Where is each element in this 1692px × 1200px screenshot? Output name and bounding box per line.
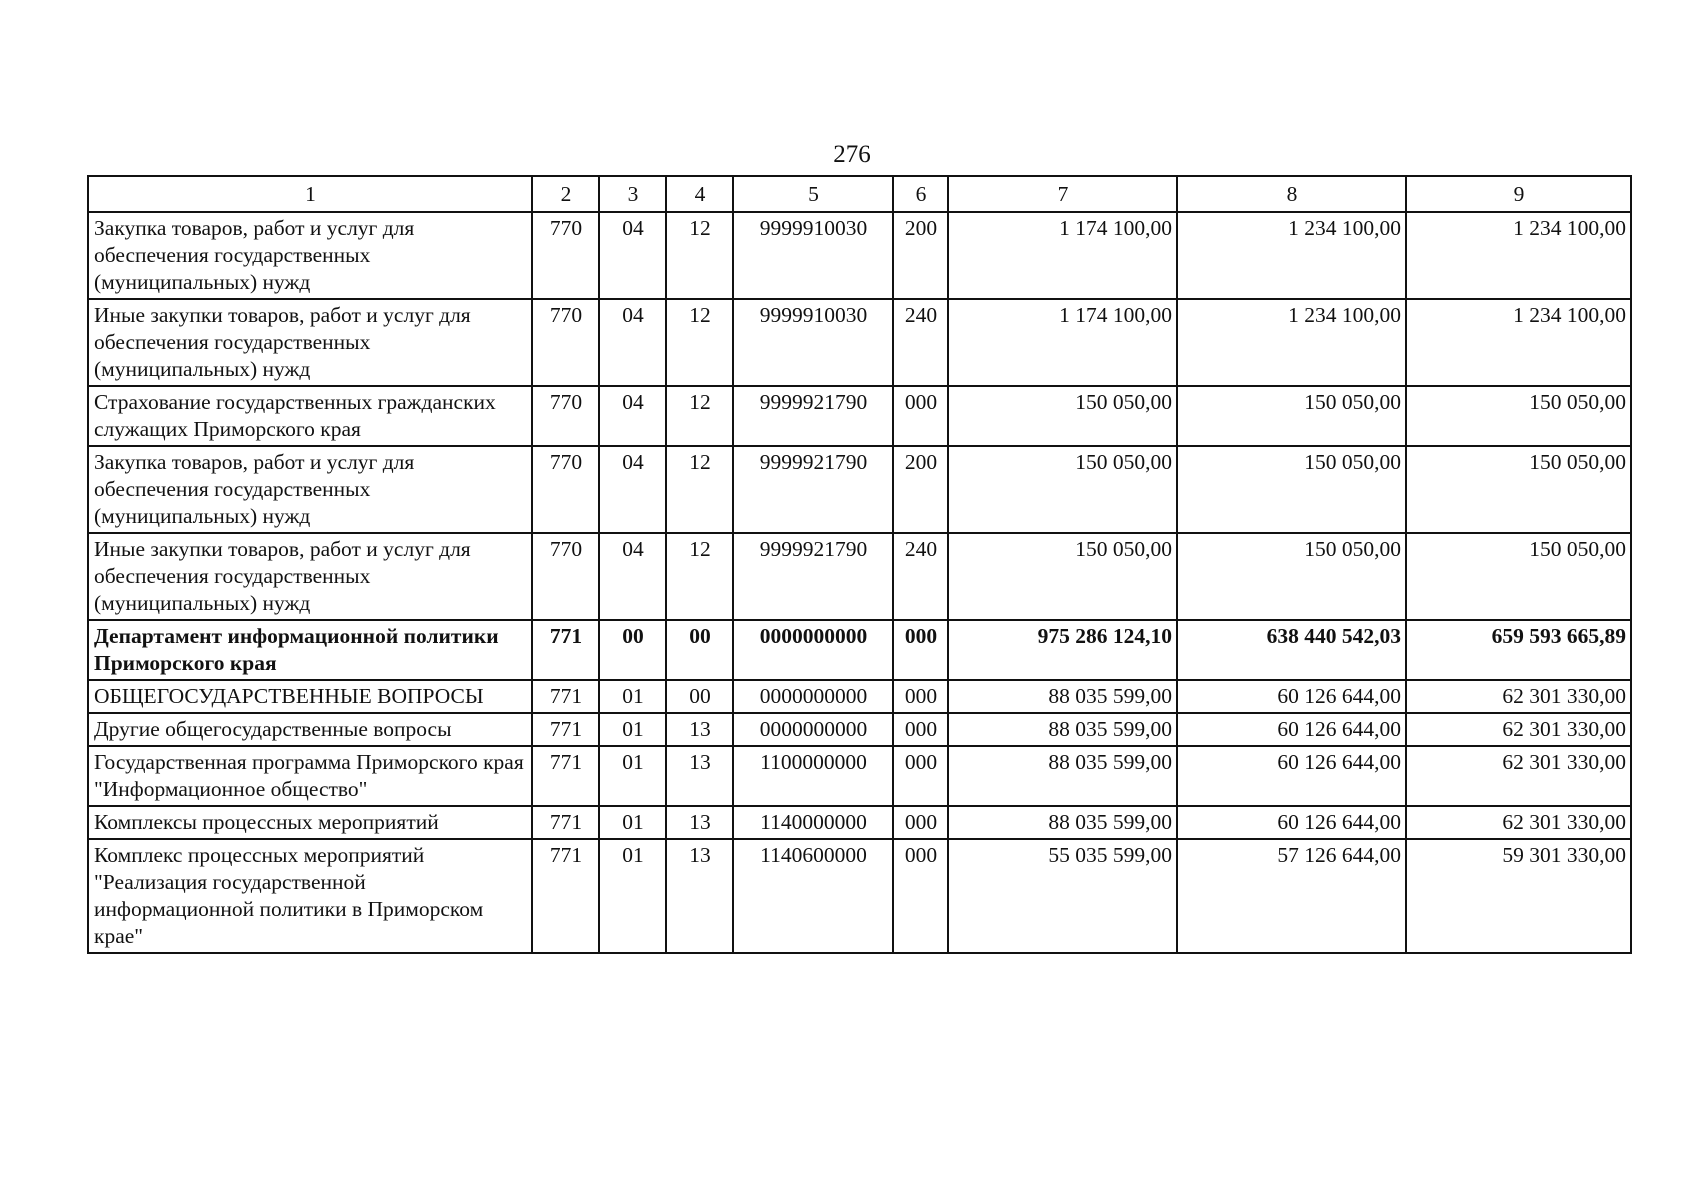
column-header: 8	[1177, 176, 1406, 212]
row-name-cell: Департамент информационной политики Приморского края	[88, 620, 532, 680]
amount-cell: 150 050,00	[1406, 533, 1631, 620]
row-name-cell: Страхование государственных гражданских служащих Приморского края	[88, 386, 532, 446]
amount-cell: 60 126 644,00	[1177, 806, 1406, 839]
column-header: 4	[666, 176, 733, 212]
amount-cell: 638 440 542,03	[1177, 620, 1406, 680]
code-cell: 770	[532, 446, 599, 533]
column-header: 2	[532, 176, 599, 212]
code-cell: 240	[893, 299, 948, 386]
code-cell: 9999910030	[733, 299, 893, 386]
budget-table	[87, 175, 1632, 954]
amount-cell: 62 301 330,00	[1406, 713, 1631, 746]
column-header: 7	[948, 176, 1177, 212]
code-cell: 13	[666, 713, 733, 746]
amount-cell: 1 174 100,00	[948, 212, 1177, 299]
code-cell: 200	[893, 212, 948, 299]
amount-cell: 150 050,00	[1177, 386, 1406, 446]
amount-cell: 88 035 599,00	[948, 746, 1177, 806]
table-row	[88, 533, 1631, 620]
code-cell: 13	[666, 746, 733, 806]
code-cell: 771	[532, 806, 599, 839]
amount-cell: 55 035 599,00	[948, 839, 1177, 953]
code-cell: 9999910030	[733, 212, 893, 299]
column-header: 3	[599, 176, 666, 212]
code-cell: 9999921790	[733, 386, 893, 446]
code-cell: 01	[599, 839, 666, 953]
amount-cell: 150 050,00	[948, 446, 1177, 533]
row-name-cell: Другие общегосударственные вопросы	[88, 713, 532, 746]
code-cell: 771	[532, 680, 599, 713]
amount-cell: 60 126 644,00	[1177, 713, 1406, 746]
code-cell: 771	[532, 839, 599, 953]
column-header: 5	[733, 176, 893, 212]
column-header: 9	[1406, 176, 1631, 212]
code-cell: 0000000000	[733, 680, 893, 713]
amount-cell: 150 050,00	[948, 386, 1177, 446]
amount-cell: 88 035 599,00	[948, 806, 1177, 839]
code-cell: 771	[532, 713, 599, 746]
table-row	[88, 446, 1631, 533]
table-row	[88, 386, 1631, 446]
code-cell: 04	[599, 299, 666, 386]
row-name-cell: Комплекс процессных мероприятий "Реализация государственной информационной политики в Приморском крае"	[88, 839, 532, 953]
amount-cell: 1 234 100,00	[1406, 212, 1631, 299]
code-cell: 00	[666, 680, 733, 713]
row-name-cell: Закупка товаров, работ и услуг для обеспечения государственных (муниципальных) нужд	[88, 212, 532, 299]
code-cell: 770	[532, 386, 599, 446]
amount-cell: 150 050,00	[948, 533, 1177, 620]
code-cell: 00	[599, 620, 666, 680]
row-name-cell: Иные закупки товаров, работ и услуг для обеспечения государственных (муниципальных) нужд	[88, 299, 532, 386]
amount-cell: 60 126 644,00	[1177, 680, 1406, 713]
table-row	[88, 806, 1631, 839]
amount-cell: 1 174 100,00	[948, 299, 1177, 386]
code-cell: 13	[666, 839, 733, 953]
code-cell: 770	[532, 212, 599, 299]
code-cell: 04	[599, 386, 666, 446]
code-cell: 000	[893, 806, 948, 839]
amount-cell: 62 301 330,00	[1406, 806, 1631, 839]
code-cell: 9999921790	[733, 533, 893, 620]
amount-cell: 1 234 100,00	[1406, 299, 1631, 386]
amount-cell: 62 301 330,00	[1406, 746, 1631, 806]
row-name-cell: Иные закупки товаров, работ и услуг для обеспечения государственных (муниципальных) нужд	[88, 533, 532, 620]
table-row	[88, 746, 1631, 806]
column-header: 1	[88, 176, 532, 212]
table-row	[88, 680, 1631, 713]
table-row	[88, 212, 1631, 299]
code-cell: 770	[532, 299, 599, 386]
code-cell: 000	[893, 680, 948, 713]
table-row	[88, 620, 1631, 680]
code-cell: 240	[893, 533, 948, 620]
code-cell: 01	[599, 806, 666, 839]
code-cell: 200	[893, 446, 948, 533]
code-cell: 12	[666, 299, 733, 386]
code-cell: 13	[666, 806, 733, 839]
code-cell: 01	[599, 713, 666, 746]
amount-cell: 62 301 330,00	[1406, 680, 1631, 713]
page-number: 276	[833, 141, 871, 168]
table-row	[88, 713, 1631, 746]
code-cell: 000	[893, 386, 948, 446]
code-cell: 000	[893, 839, 948, 953]
code-cell: 9999921790	[733, 446, 893, 533]
code-cell: 0000000000	[733, 620, 893, 680]
amount-cell: 1 234 100,00	[1177, 212, 1406, 299]
amount-cell: 659 593 665,89	[1406, 620, 1631, 680]
row-name-cell: ОБЩЕГОСУДАРСТВЕННЫЕ ВОПРОСЫ	[88, 680, 532, 713]
table-row	[88, 839, 1631, 953]
code-cell: 12	[666, 212, 733, 299]
row-name-cell: Закупка товаров, работ и услуг для обеспечения государственных (муниципальных) нужд	[88, 446, 532, 533]
amount-cell: 60 126 644,00	[1177, 746, 1406, 806]
header-row	[88, 176, 1631, 212]
code-cell: 770	[532, 533, 599, 620]
row-name-cell: Комплексы процессных мероприятий	[88, 806, 532, 839]
code-cell: 01	[599, 680, 666, 713]
code-cell: 12	[666, 386, 733, 446]
code-cell: 000	[893, 713, 948, 746]
amount-cell: 150 050,00	[1406, 386, 1631, 446]
column-header: 6	[893, 176, 948, 212]
code-cell: 04	[599, 446, 666, 533]
code-cell: 771	[532, 620, 599, 680]
code-cell: 0000000000	[733, 713, 893, 746]
table-row	[88, 299, 1631, 386]
code-cell: 000	[893, 620, 948, 680]
code-cell: 000	[893, 746, 948, 806]
amount-cell: 88 035 599,00	[948, 713, 1177, 746]
amount-cell: 59 301 330,00	[1406, 839, 1631, 953]
table-body	[88, 212, 1631, 953]
amount-cell: 150 050,00	[1406, 446, 1631, 533]
amount-cell: 57 126 644,00	[1177, 839, 1406, 953]
amount-cell: 150 050,00	[1177, 446, 1406, 533]
code-cell: 04	[599, 533, 666, 620]
amount-cell: 1 234 100,00	[1177, 299, 1406, 386]
code-cell: 01	[599, 746, 666, 806]
code-cell: 1140600000	[733, 839, 893, 953]
code-cell: 12	[666, 446, 733, 533]
code-cell: 12	[666, 533, 733, 620]
code-cell: 00	[666, 620, 733, 680]
amount-cell: 150 050,00	[1177, 533, 1406, 620]
amount-cell: 975 286 124,10	[948, 620, 1177, 680]
code-cell: 1140000000	[733, 806, 893, 839]
amount-cell: 88 035 599,00	[948, 680, 1177, 713]
row-name-cell: Государственная программа Приморского края "Информационное общество"	[88, 746, 532, 806]
code-cell: 1100000000	[733, 746, 893, 806]
code-cell: 04	[599, 212, 666, 299]
code-cell: 771	[532, 746, 599, 806]
